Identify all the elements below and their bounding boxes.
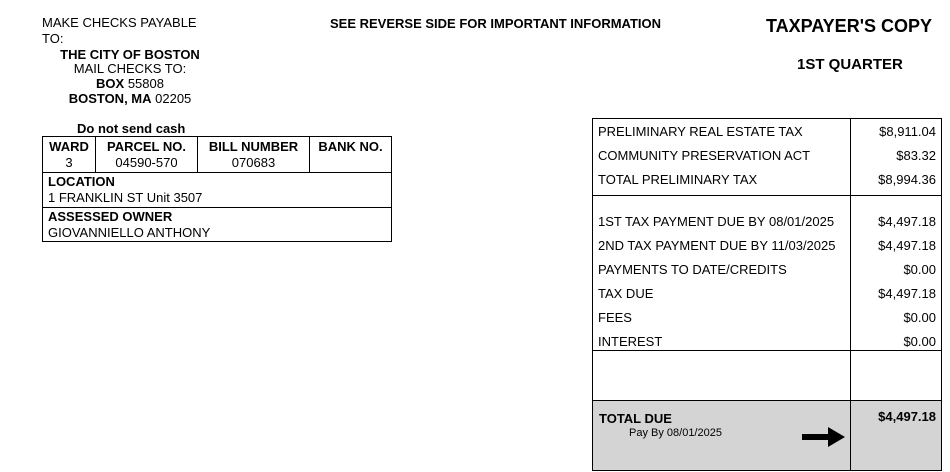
summary-amount: $4,497.18	[878, 286, 936, 301]
bill-number-value: 070683	[231, 155, 276, 170]
no-cash-notice: Do not send cash	[77, 121, 186, 136]
bank-no-header: BANK NO.	[318, 139, 383, 154]
mail-to	[60, 61, 200, 106]
ward-header: WARD	[49, 139, 89, 154]
summary-amount: $0.00	[903, 262, 936, 277]
payee-name: THE CITY OF BOSTON	[60, 47, 200, 62]
summary-amount: $8,994.36	[878, 172, 936, 187]
ward-value: 3	[65, 155, 73, 170]
box-prefix: BOX	[96, 76, 125, 91]
summary-amount: $0.00	[903, 334, 936, 349]
reverse-notice: SEE REVERSE SIDE FOR IMPORTANT INFORMATION	[330, 16, 662, 31]
bill-number-header: BILL NUMBER	[208, 139, 299, 154]
parcel-no-value: 04590-570	[115, 155, 178, 170]
bill-number-cell	[198, 137, 310, 172]
summary-label: PRELIMINARY REAL ESTATE TAX	[598, 124, 803, 139]
right-arrow-icon	[802, 425, 846, 449]
summary-label: INTEREST	[598, 334, 663, 349]
summary-label: TAX DUE	[598, 286, 654, 301]
summary-label: FEES	[598, 310, 632, 325]
summary-amount: $83.32	[896, 148, 936, 163]
total-due-amount: $4,497.18	[878, 409, 936, 424]
zip-code: 02205	[155, 91, 192, 106]
location-label: LOCATION	[48, 174, 115, 189]
parcel-table	[42, 136, 392, 242]
payable-to	[42, 15, 218, 63]
summary-label: 1ST TAX PAYMENT DUE BY 08/01/2025	[598, 214, 835, 229]
summary-label: TOTAL PRELIMINARY TAX	[598, 172, 758, 187]
location-value: 1 FRANKLIN ST Unit 3507	[48, 190, 203, 205]
box-number: 55808	[127, 76, 164, 91]
mail-city	[60, 91, 200, 106]
parcel-no-cell	[96, 137, 198, 172]
total-due-box	[593, 401, 941, 470]
summary-label: PAYMENTS TO DATE/CREDITS	[598, 262, 787, 277]
bank-no-cell	[310, 137, 391, 172]
copy-title: TAXPAYER'S COPY	[766, 16, 932, 36]
owner-value: GIOVANNIELLO ANTHONY	[48, 225, 211, 240]
mail-box	[60, 76, 200, 91]
divider	[43, 207, 391, 208]
divider	[593, 350, 941, 351]
payable-label: MAKE CHECKS PAYABLE TO:	[42, 15, 197, 46]
mail-label: MAIL CHECKS TO:	[73, 61, 187, 76]
divider	[43, 172, 391, 173]
city-state: BOSTON, MA	[68, 91, 152, 106]
summary-amount: $0.00	[903, 310, 936, 325]
summary-amount: $8,911.04	[879, 124, 936, 139]
summary-label: 2ND TAX PAYMENT DUE BY 11/03/2025	[598, 238, 836, 253]
divider	[593, 195, 941, 196]
ward-cell	[43, 137, 96, 172]
owner-label: ASSESSED OWNER	[48, 209, 173, 224]
tax-summary-box	[592, 118, 942, 471]
total-due-label: TOTAL DUE	[599, 411, 672, 426]
parcel-no-header: PARCEL NO.	[107, 139, 186, 154]
summary-amount: $4,497.18	[878, 238, 936, 253]
summary-amount: $4,497.18	[878, 214, 936, 229]
pay-by-date: Pay By 08/01/2025	[629, 427, 722, 439]
summary-label: COMMUNITY PRESERVATION ACT	[598, 148, 811, 163]
divider	[850, 401, 851, 470]
quarter-label: 1ST QUARTER	[797, 56, 903, 73]
